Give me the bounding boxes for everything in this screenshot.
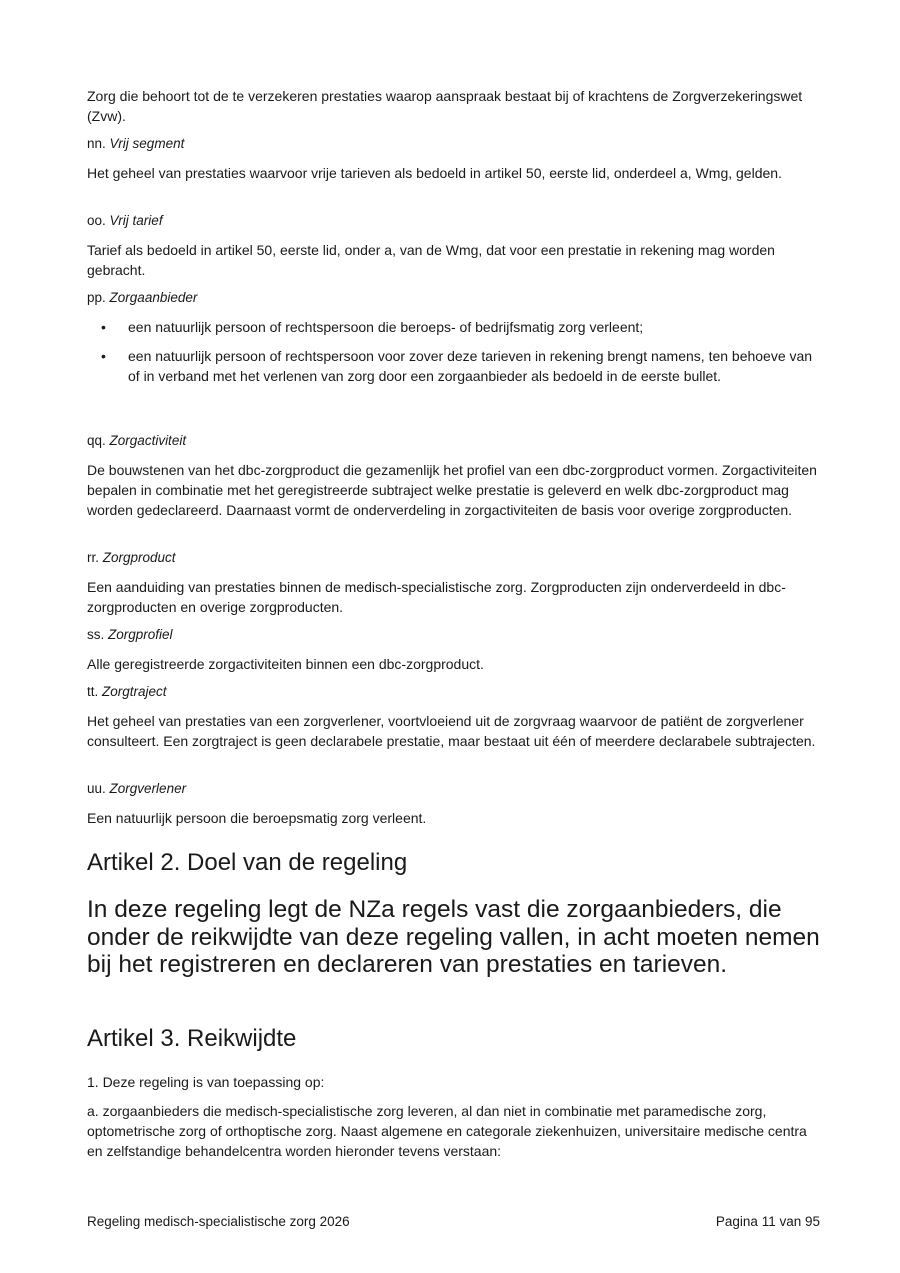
article-3-heading: Artikel 3. Reikwijdte xyxy=(87,1025,297,1052)
definition-rr: Een aanduiding van prestaties binnen de medisch-specialistische zorg. Zorgproducten zijn onderverdeeld in dbc-zorgproducten en overige zorgproducten. xyxy=(87,579,786,615)
term-ss: ss. Zorgprofiel xyxy=(87,627,173,642)
term-qq: qq. Zorgactiviteit xyxy=(87,433,187,448)
term-oo: oo. Vrij tarief xyxy=(87,213,163,228)
definition-tt: Het geheel van prestaties van een zorgverlener, voortvloeiend uit de zorgvraag waarvoor de patiënt de zorgverlener consulteert. Een zorgtraject is geen declarabele prestatie, maar bestaat uit één of meerdere declarabele subtrajecten. xyxy=(87,713,816,749)
term-uu: uu. Zorgverlener xyxy=(87,781,187,796)
bullet-icon: • xyxy=(101,319,106,335)
article-2-heading: Artikel 2. Doel van de regeling xyxy=(87,849,408,876)
article-2-text: In deze regeling legt de NZa regels vast die zorgaanbieders, die onder de reikwijdte van deze regeling vallen, in acht moeten nemen bij het registreren en declareren van prestaties en tarieven. xyxy=(87,896,820,978)
term-nn: nn. Vrij segment xyxy=(87,136,185,151)
term-pp: pp. Zorgaanbieder xyxy=(87,290,198,305)
definition-uu: Een natuurlijk persoon die beroepsmatig zorg verleent. xyxy=(87,810,427,826)
definition-ss: Alle geregistreerde zorgactiviteiten binnen een dbc-zorgproduct. xyxy=(87,656,484,672)
term-tt: tt. Zorgtraject xyxy=(87,684,167,699)
footer-page-number: Pagina 11 van 95 xyxy=(715,1214,820,1229)
article-3-paragraph-a: a. zorgaanbieders die medisch-specialistische zorg leveren, al dan niet in combinatie met paramedische zorg, optometrische zorg of orthoptische zorg. Naast algemene en categorale ziekenhuizen, universitaire medische centra en zelfstandige behandelcentra worden hieronder tevens verstaan: xyxy=(87,1103,807,1159)
term-rr: rr. Zorgproduct xyxy=(87,550,176,565)
bullet-icon: • xyxy=(101,348,106,364)
definition-oo: Tarief als bedoeld in artikel 50, eerste lid, onder a, van de Wmg, dat voor een prestatie in rekening mag worden gebracht. xyxy=(87,242,775,278)
footer-document-title: Regeling medisch-specialistische zorg 2026 xyxy=(87,1214,350,1229)
definition-qq: De bouwstenen van het dbc-zorgproduct die gezamenlijk het profiel van een dbc-zorgproduct vormen. Zorgactiviteiten bepalen in combinatie met het geregistreerde subtraject welke prestatie is geleverd en welk dbc-zorgproduct mag worden gedeclareerd. Daarnaast vormt de onderverdeling in zorgactiviteiten de basis voor overige zorgproducten. xyxy=(87,462,817,518)
intro-paragraph: Zorg die behoort tot de te verzekeren prestaties waarop aanspraak bestaat bij of krachtens de Zorgverzekeringswet (Zvw). xyxy=(87,88,803,124)
article-3-paragraph-1: 1. Deze regeling is van toepassing op: xyxy=(87,1074,325,1090)
definition-nn: Het geheel van prestaties waarvoor vrije tarieven als bedoeld in artikel 50, eerste lid, onderdeel a, Wmg, gelden. xyxy=(87,165,782,181)
